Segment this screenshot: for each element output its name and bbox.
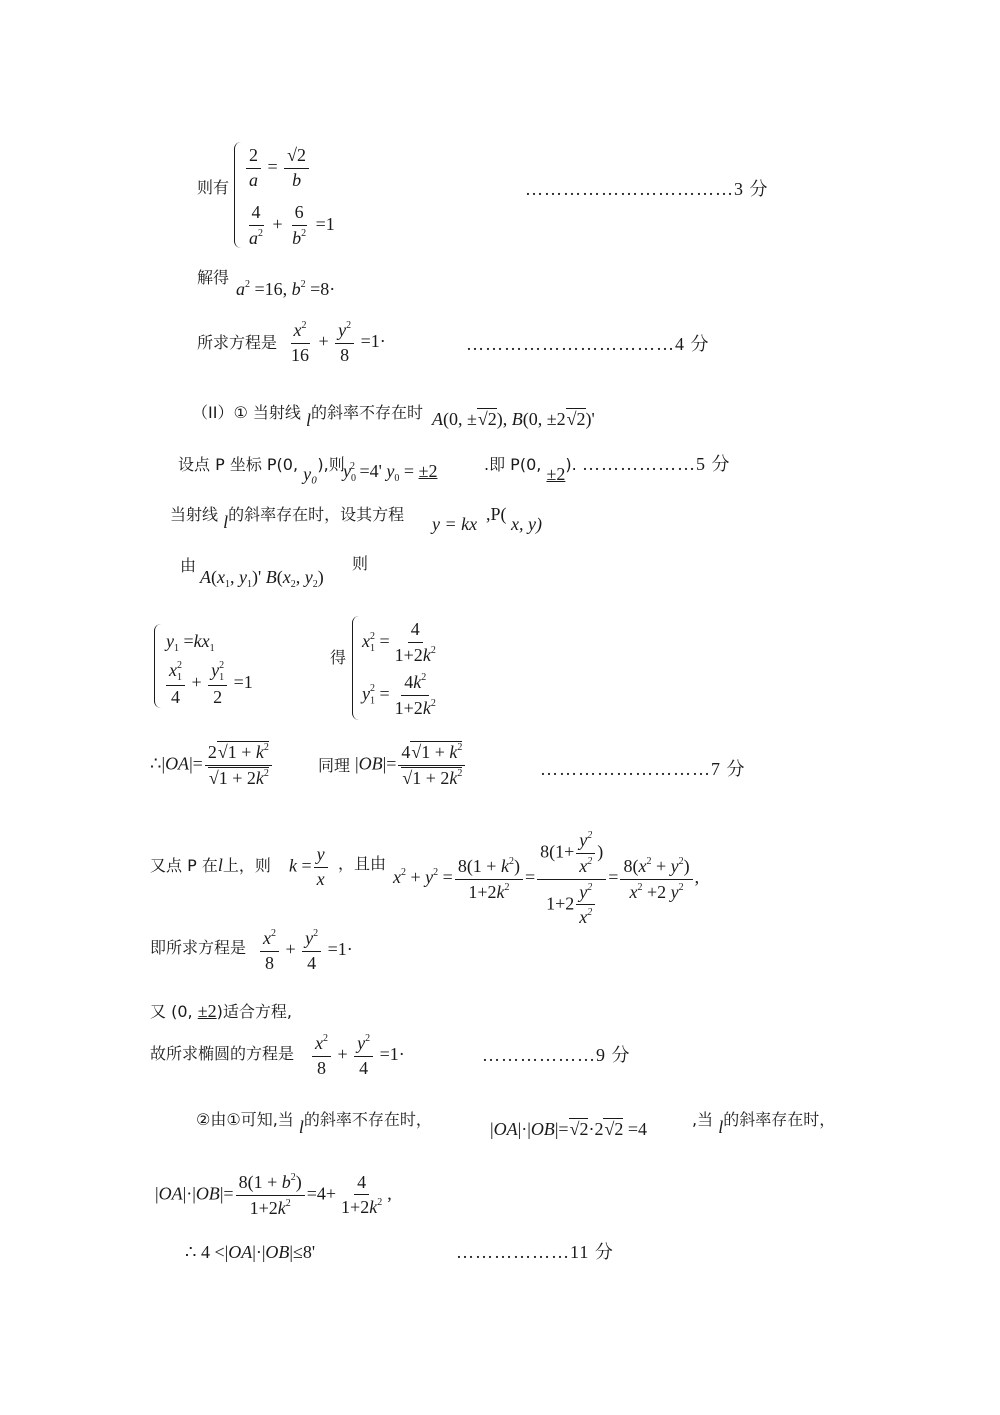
text-part-ii: （II）① 当射线 l的斜率不存在时 (192, 403, 423, 430)
sys2-eq1: $x_1^2$ = $\frac{4}{1+2k^2}$ (362, 619, 436, 665)
system-brace-3 (352, 616, 359, 720)
equation-ellipse-point: $\frac{4}{a^2}$ + $\frac{6}{b^2}$ =1 (249, 202, 335, 248)
text-and-from: ，且由 (338, 854, 387, 873)
product-formula: |OA|·|OB|= $\frac{8(1 + b^2)}{1+2k^2}$ =4+ $\frac{4}{1+2k^2}$ , (155, 1171, 392, 1218)
equation-x2-16: $\frac{x^2}{16}$ + $\frac{y^2}{8}$ =1· (291, 320, 386, 365)
equation-ratio: $\frac{2}{a}$ = $\frac{√2}{b}$ (244, 146, 311, 191)
sys2-eq2: $y_1^2$ = $\frac{4k^2}{1+2k^2}$ (362, 672, 436, 718)
text-slope-exists-2: ,当 l的斜率存在时， (692, 1110, 836, 1137)
score-3: ……………………………3 分 (525, 179, 769, 199)
text-get: 得 (330, 648, 347, 667)
points-a-b: A(0, ±√2), B(0, ±2√2)' (432, 409, 595, 429)
text-part-2: ②由①可知,当 l的斜率不存在时， (196, 1110, 432, 1137)
k-equals: k = $\frac{y}{x}$ (289, 845, 330, 890)
math-y0: $y_0^2 =4'$ $y_0 = \pm 2$ (343, 461, 438, 484)
text-ellipse-equation: 故所求椭圆的方程是 (150, 1044, 295, 1063)
ob-length: |OB|= $\frac{4√1 + k^2}{√1 + 2k^2}$ (355, 742, 467, 789)
text-p-coords: .即 P(0, ±2). (484, 455, 577, 484)
system-brace-2 (154, 624, 161, 708)
score-5: ………………5 分 (582, 454, 731, 474)
text-slope-exists: 当射线 l的斜率存在时，设其方程 (170, 505, 405, 532)
text-equation-result: 即所求方程是 (150, 938, 247, 957)
oa-length: ∴|OA|= $\frac{2√1 + k^2}{√1 + 2k^2}$ (150, 742, 274, 789)
system-brace-1 (234, 142, 241, 248)
product-range: ∴ 4 <|OA|·|OB|≤8' (185, 1242, 316, 1262)
score-11: ………………11 分 (456, 1242, 614, 1262)
text-then-have: 则有 (197, 178, 230, 197)
score-7: ………………………7 分 (540, 759, 746, 779)
score-9: ………………9 分 (482, 1045, 631, 1065)
equation-x2-8: $\frac{x^2}{8}$ + $\frac{y^2}{4}$ =1· (258, 928, 353, 974)
text-from: 由 (180, 556, 197, 575)
line-equation: y = kx (432, 514, 478, 534)
solution-a-b: $a^2 =16$, $b^2 =8\cdot$ (236, 279, 336, 299)
text-p-on-l: 又点 P 在l上，则 (150, 855, 271, 875)
text-point-p: 设点 P 坐标 P(0, y₀),则 (178, 455, 345, 484)
derivation-chain: $x^2 + y^2$ = $\frac{8(1 + k^2)}{1+2k^2}$ = 8(1+ $\frac{y^2}{x^2}$ ) 1+2 $\frac{y^2}{x^2}$ = $\frac{8(x^2 + y^2)}{x^2 +2 y^2}$ , (393, 830, 700, 928)
text-p-xy: ,P( x, y) (486, 504, 542, 534)
product-vertical: |OA|·|OB|=√2·2√2 =4 (490, 1119, 648, 1139)
text-solved: 解得 (197, 268, 230, 287)
sys1-eq1: $y_1 =kx_1$ (166, 631, 215, 654)
equation-final: $\frac{x^2}{8}$ + $\frac{y^2}{4}$ =1· (310, 1033, 405, 1079)
text-point-fits: 又 (0, ±2)适合方程, (150, 1001, 292, 1021)
text-equation-is: 所求方程是 (197, 333, 278, 352)
text-similarly: 同理 (318, 756, 351, 775)
points-a-b-coords: $A(x_1$, $y_1)'$ $B(x_2$, $y_2$) (200, 567, 324, 590)
text-then: 则 (352, 554, 369, 573)
sys1-eq2: $\frac{x_1^2}{4}$ + $\frac{y_1^2}{2}$ =1 (164, 660, 253, 708)
score-4: ……………………………4 分 (466, 334, 710, 354)
